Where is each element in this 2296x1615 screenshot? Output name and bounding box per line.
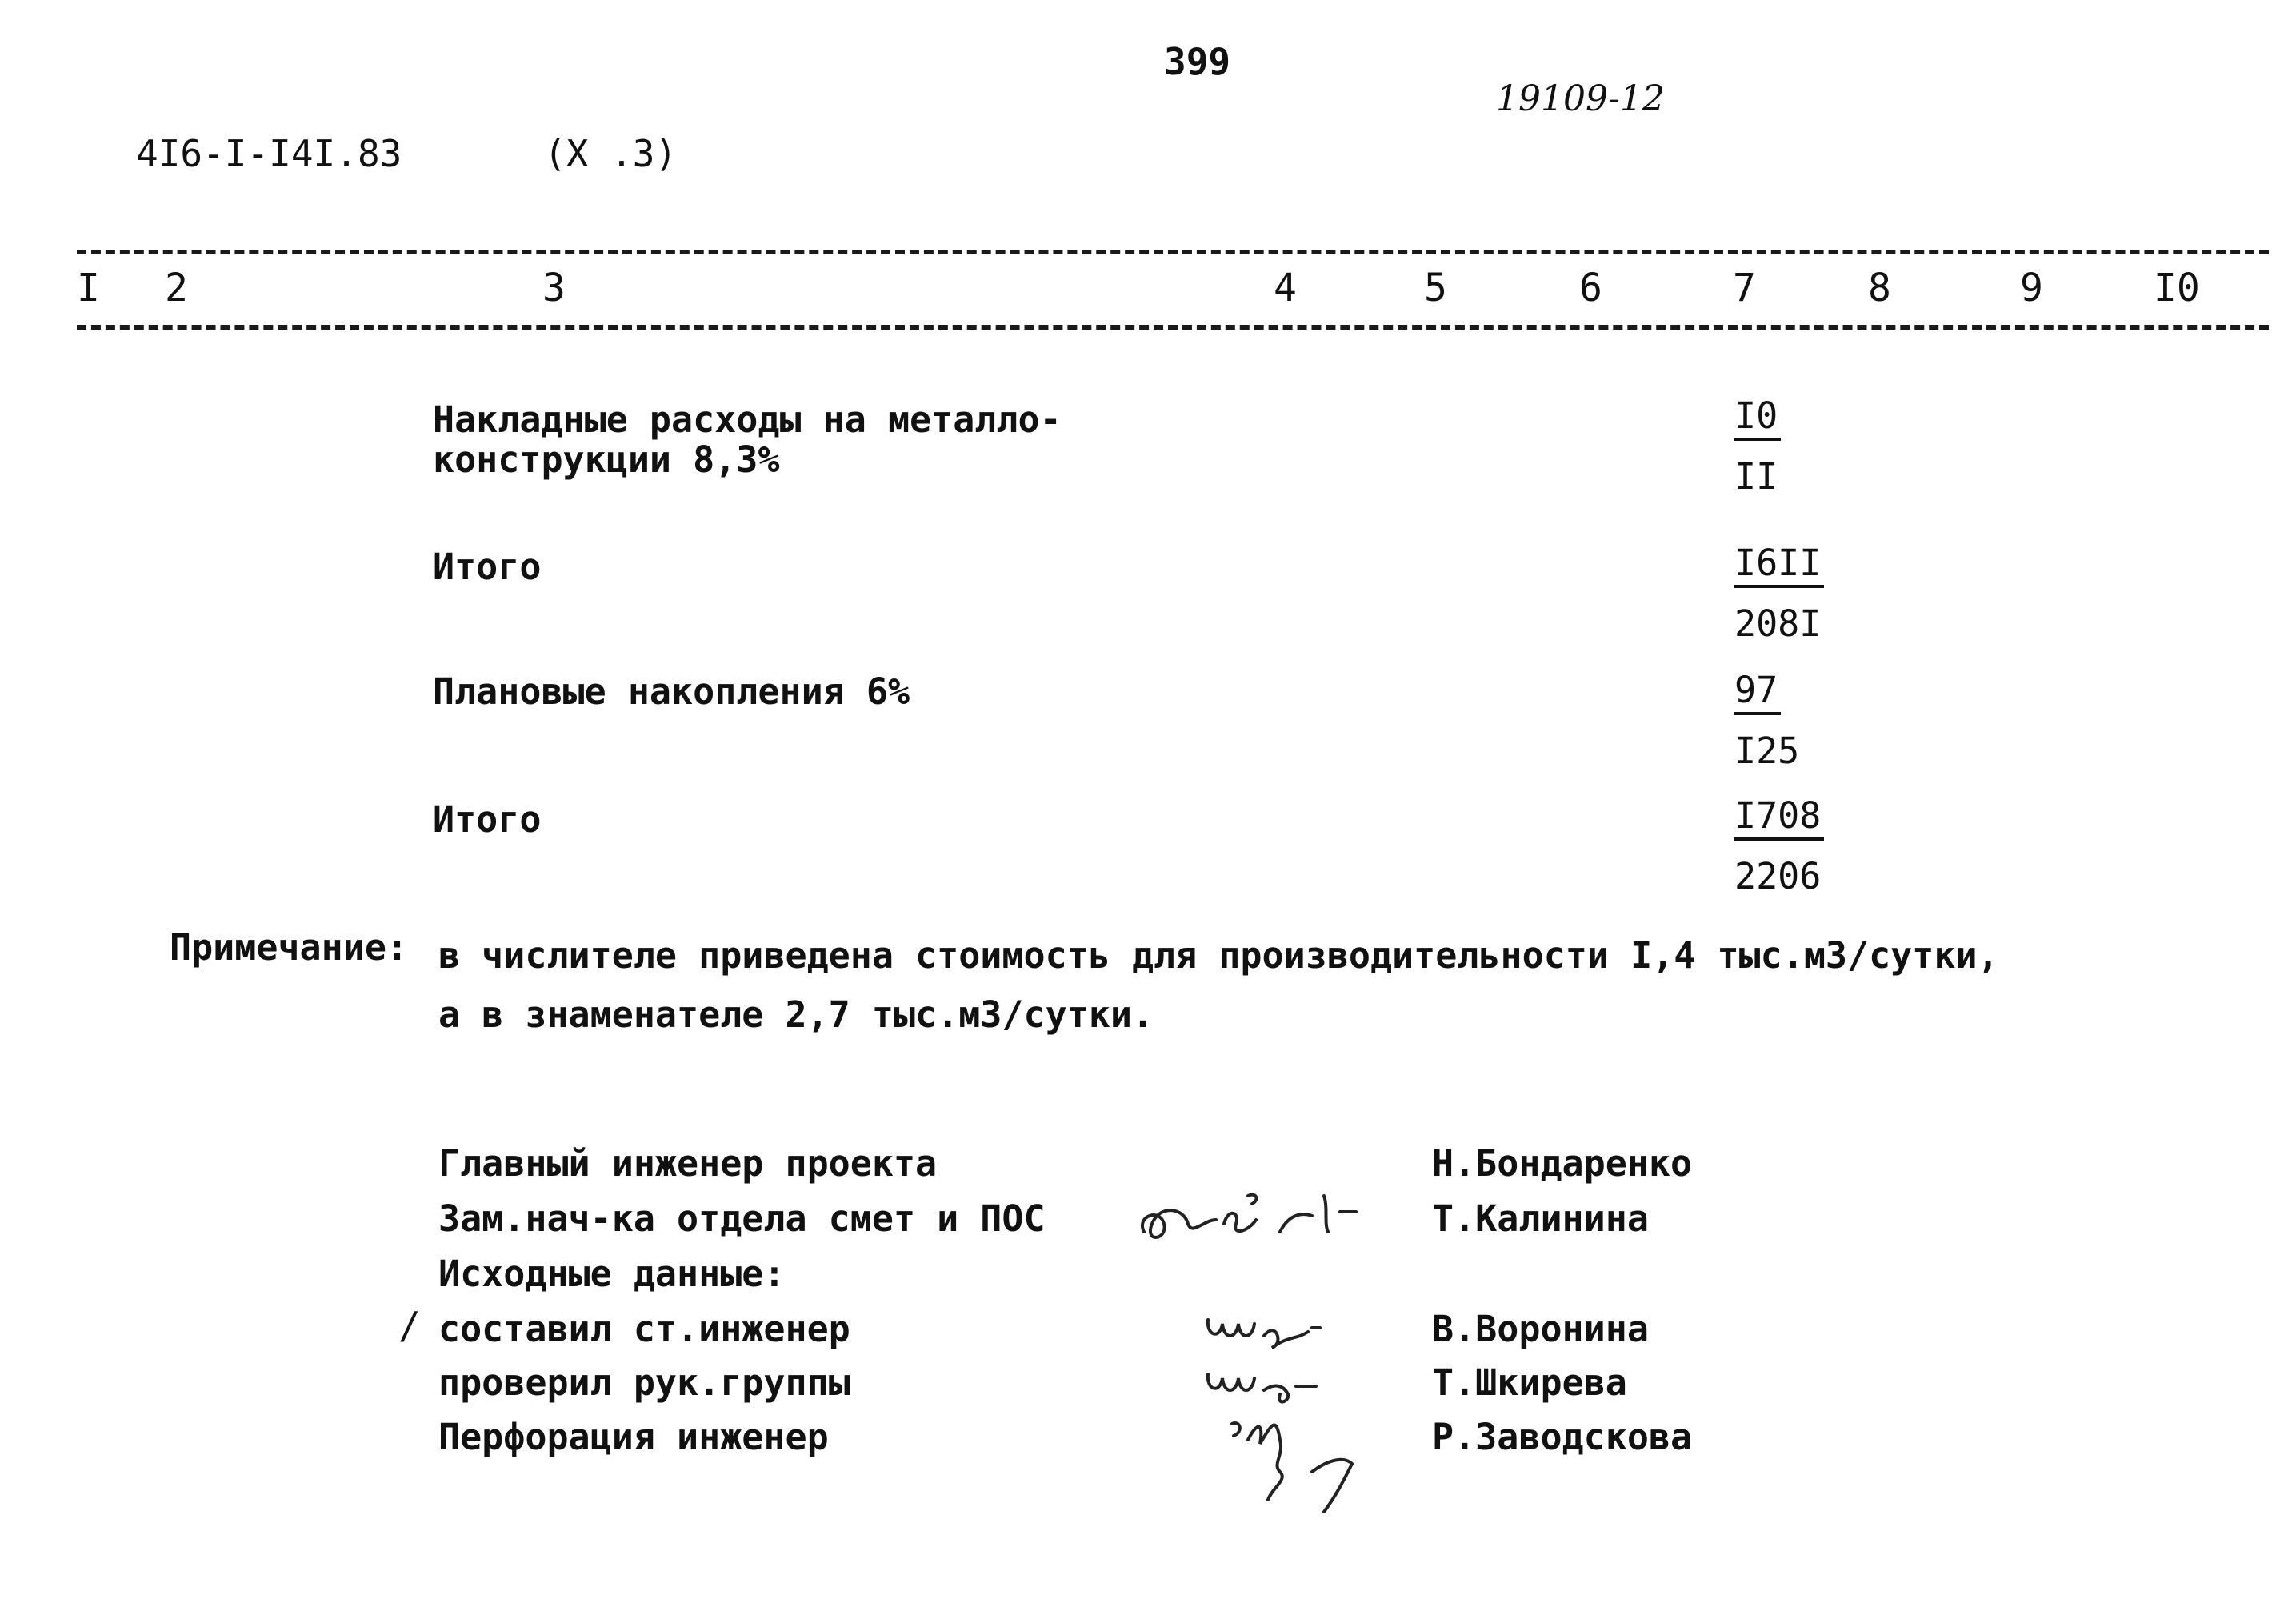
table-row-label bbox=[433, 800, 541, 840]
signatory-name: Т.Калинина bbox=[1432, 1197, 1649, 1240]
handwritten-stamp: 19109-12 bbox=[1496, 78, 1665, 119]
margin-mark: / bbox=[398, 1304, 421, 1347]
note-text bbox=[438, 926, 1999, 1045]
column-number: 3 bbox=[542, 266, 566, 310]
signatory-role: составил ст.инженер bbox=[438, 1308, 850, 1350]
column-number: 2 bbox=[165, 266, 188, 310]
table-top-rule bbox=[77, 250, 2269, 254]
fraction-denominator: I25 bbox=[1734, 730, 1800, 772]
signature-zavodskova bbox=[1224, 1400, 1432, 1520]
note-line: а в знаменателе 2,7 тыс.м3/сутки. bbox=[438, 993, 1154, 1036]
column-number: 9 bbox=[2020, 266, 2043, 310]
note-line: в числителе приведена стоимость для производительности I,4 тыс.м3/сутки, bbox=[438, 934, 1999, 977]
signatory-role: Исходные данные: bbox=[438, 1253, 786, 1295]
fraction-denominator: 208I bbox=[1734, 602, 1822, 645]
cost-fraction bbox=[1734, 396, 1781, 497]
cost-fraction bbox=[1734, 670, 1799, 771]
signature-kalinina bbox=[1128, 1176, 1368, 1264]
page-number: 399 bbox=[1164, 40, 1231, 83]
signatory-role: Главный инженер проекта bbox=[438, 1142, 938, 1185]
fraction-denominator: 2206 bbox=[1734, 855, 1822, 897]
table-row-label bbox=[433, 400, 1062, 480]
note-label: Примечание: bbox=[170, 926, 409, 969]
column-number: 5 bbox=[1424, 266, 1447, 310]
sheet-reference: (X .3) bbox=[544, 132, 678, 175]
column-number: I0 bbox=[2154, 266, 2200, 310]
column-number: 4 bbox=[1274, 266, 1297, 310]
fraction-numerator: I708 bbox=[1734, 796, 1824, 841]
signatory-name: В.Воронина bbox=[1432, 1308, 1649, 1350]
column-number: I bbox=[77, 266, 100, 310]
fraction-denominator: II bbox=[1734, 455, 1778, 498]
fraction-numerator: I0 bbox=[1734, 396, 1781, 441]
row-label-line: Плановые накопления 6% bbox=[433, 670, 910, 713]
fraction-numerator: I6II bbox=[1734, 543, 1824, 588]
table-row-label bbox=[433, 672, 910, 712]
column-number: 7 bbox=[1733, 266, 1756, 310]
table-row-label bbox=[433, 547, 541, 587]
row-label-line: конструкции 8,3% bbox=[433, 438, 780, 481]
fraction-numerator: 97 bbox=[1734, 670, 1781, 715]
signatory-name: Р.Заводскова bbox=[1432, 1416, 1693, 1458]
signatory-role: Перфорация инженер bbox=[438, 1416, 829, 1458]
column-number: 8 bbox=[1868, 266, 1891, 310]
row-label-line: Итого bbox=[433, 798, 542, 841]
row-label-line: Итого bbox=[433, 546, 542, 588]
cost-fraction bbox=[1734, 796, 1824, 897]
row-label-line: Накладные расходы на металло- bbox=[433, 398, 1062, 441]
signatory-name: Н.Бондаренко bbox=[1432, 1142, 1693, 1185]
cost-fraction bbox=[1734, 543, 1824, 644]
signatory-role: проверил рук.группы bbox=[438, 1361, 850, 1404]
signatory-name: Т.Шкирева bbox=[1432, 1361, 1627, 1404]
table-header-rule bbox=[77, 325, 2269, 330]
signatory-role: Зам.нач-ка отдела смет и ПОС bbox=[438, 1197, 1046, 1240]
column-number: 6 bbox=[1579, 266, 1602, 310]
document-code: 4I6-I-I4I.83 bbox=[136, 132, 402, 175]
signature-voronina bbox=[1200, 1304, 1328, 1360]
